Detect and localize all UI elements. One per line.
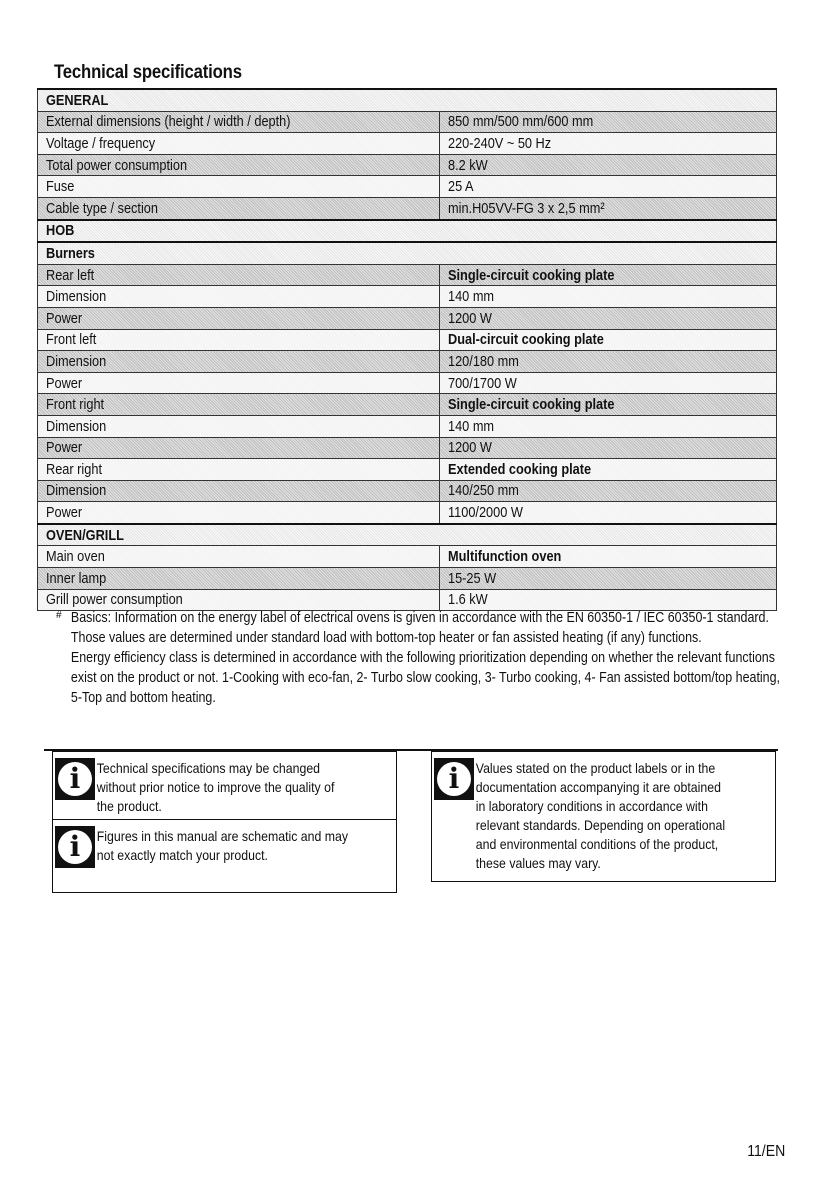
row-value: 1200 W	[448, 439, 492, 457]
section-header-row	[38, 242, 777, 264]
row-label: OVEN/GRILL	[46, 526, 124, 544]
row-label: Voltage / frequency	[46, 134, 156, 152]
table-row	[38, 480, 777, 502]
table-row	[38, 372, 777, 394]
table-row	[38, 154, 777, 176]
row-label: Front right	[46, 396, 105, 414]
info-icon: i	[434, 758, 474, 800]
row-value: 850 mm/500 mm/600 mm	[448, 113, 594, 131]
row-value: Single-circuit cooking plate	[448, 266, 615, 284]
info-note	[53, 820, 396, 868]
row-value: 1.6 kW	[448, 591, 488, 609]
row-value: Single-circuit cooking plate	[448, 396, 615, 414]
footnote-basics: Basics: Information on the energy label of electrical ovens is given in accordance with the EN 60350-1 / IEC 60350-1 standard. Those values are determined under standard load with bottom-top heater or fan assisted heating (if any) functions.	[70, 610, 769, 646]
info-note	[53, 752, 396, 820]
table-row	[38, 394, 777, 416]
row-label: Power	[46, 439, 83, 457]
row-value: 140/250 mm	[448, 482, 519, 500]
row-label: Dimension	[46, 288, 107, 306]
row-label: Fuse	[46, 178, 75, 196]
table-row	[38, 307, 777, 329]
page-title: Technical specifications	[54, 62, 242, 83]
row-value: 1100/2000 W	[448, 504, 523, 522]
row-value: 8.2 kW	[448, 156, 488, 174]
table-row	[38, 286, 777, 308]
section-header-row	[38, 89, 777, 111]
row-value: 1200 W	[448, 309, 492, 327]
info-note-text: Figures in this manual are schematic and may not exactly match your product.	[96, 828, 349, 863]
page-number: 11/EN	[746, 1143, 785, 1160]
row-label: Power	[46, 374, 83, 392]
row-value: Dual-circuit cooking plate	[448, 331, 604, 349]
row-label: Rear left	[46, 266, 95, 284]
info-box-right	[431, 751, 776, 882]
row-label: Main oven	[46, 548, 105, 566]
info-icon: i	[55, 758, 95, 800]
table-row	[38, 351, 777, 373]
table-row	[38, 176, 777, 198]
row-label: Power	[46, 504, 83, 522]
row-label: GENERAL	[46, 91, 109, 109]
table-row	[38, 546, 777, 568]
info-note-text: Technical specifications may be changed without prior notice to improve the quality of the product.	[96, 760, 335, 814]
info-note	[432, 752, 775, 873]
table-row	[38, 197, 777, 219]
table-row	[38, 502, 777, 524]
row-label: Power	[46, 309, 83, 327]
row-value: 140 mm	[448, 417, 495, 435]
row-label: Dimension	[46, 352, 107, 370]
table-row	[38, 133, 777, 155]
row-label: Dimension	[46, 417, 107, 435]
info-icon: i	[55, 826, 95, 868]
row-label: Total power consumption	[46, 156, 188, 174]
row-value: 700/1700 W	[448, 374, 517, 392]
row-value: Multifunction oven	[448, 548, 562, 566]
section-header-row	[38, 220, 777, 243]
row-value: 140 mm	[448, 288, 495, 306]
table-row	[38, 329, 777, 351]
table-row	[38, 459, 777, 481]
row-label: Dimension	[46, 482, 107, 500]
row-value: 25 A	[448, 178, 474, 196]
row-label: Rear right	[46, 460, 102, 478]
row-label: External dimensions (height / width / depth)	[46, 113, 291, 131]
footnote-energy-class: Energy efficiency class is determined in accordance with the following prioritization depending on whether the relevant functions exist on the product or not. 1-Cooking with eco-fan, 2- Turbo slow cooking, 3- Turbo cooking, 4- Fan assisted bottom/top heating, 5-Top and bottom heating.	[70, 650, 781, 706]
row-label: Burners	[46, 244, 95, 262]
row-value: Extended cooking plate	[448, 460, 592, 478]
row-value: 120/180 mm	[448, 352, 519, 370]
row-label: HOB	[46, 222, 75, 240]
row-value: min.H05VV-FG 3 x 2,5 mm²	[448, 199, 605, 217]
table-row	[38, 437, 777, 459]
row-value: 15-25 W	[448, 569, 497, 587]
section-header-row	[38, 524, 777, 546]
row-label: Cable type / section	[46, 199, 158, 217]
table-row	[38, 111, 777, 133]
table-row	[38, 264, 777, 286]
row-label: Inner lamp	[46, 569, 107, 587]
table-row	[38, 415, 777, 437]
info-note-text: Values stated on the product labels or in the documentation accompanying it are obtained in laboratory conditions in accordance with relevant standards. Depending on operational and environmental conditions of the product, these values may vary.	[475, 760, 726, 871]
info-box-left	[52, 751, 397, 893]
footnote-mark: #	[56, 610, 62, 621]
row-value: 220-240V ~ 50 Hz	[448, 134, 552, 152]
footnote	[52, 608, 782, 708]
table-row	[38, 568, 777, 590]
row-label: Front left	[46, 331, 97, 349]
specifications-table	[37, 88, 777, 611]
row-label: Grill power consumption	[46, 591, 183, 609]
